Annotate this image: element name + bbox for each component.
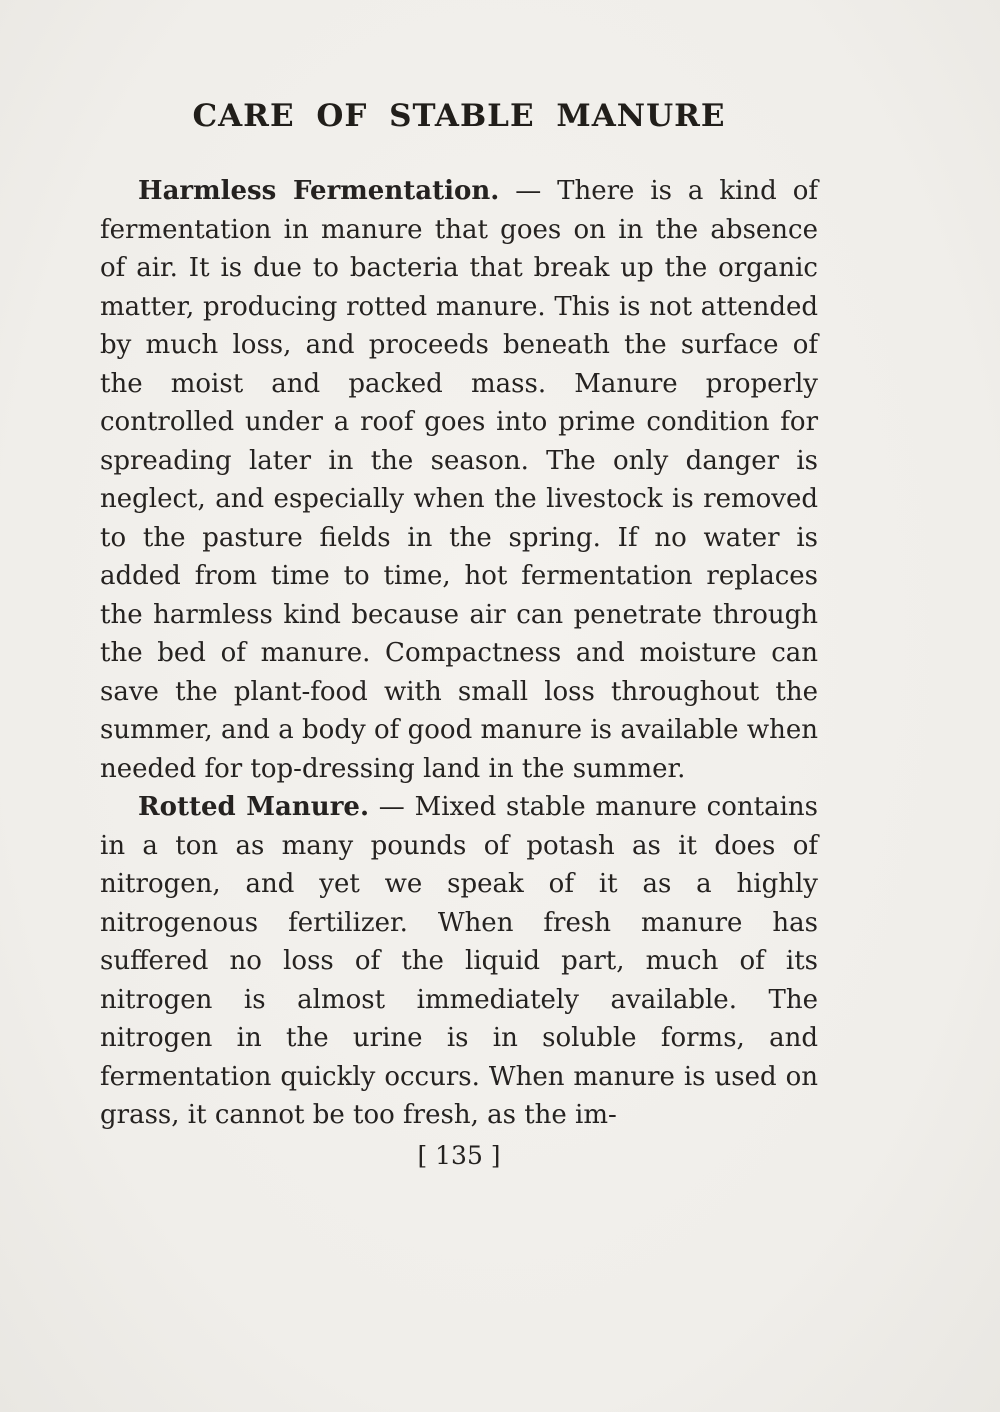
paragraph-text: — There is a kind of fermentation in manure that goes on in the absence of air. It is due to bacteria that break up the organic matter, producing rotted manure. This is not attended by much loss, and proceeds beneath the surface of the moist and packed mass. Manure properly controlled under a roof goes into prime condition for spreading later in the season. The only danger is neglect, and especially when the livestock is removed to the pasture fields in the spring. If no water is added from time to time, hot fermentation replaces the harmless kind because air can penetrate through the bed of manure. Compactness and moisture can save the plant-food with small loss throughout the summer, and a body of good manure is available when needed for top-dressing land in the summer. [100,176,818,784]
page-number: [ 135 ] [417,1140,501,1170]
paragraph-text: — Mixed stable manure contains in a ton as many pounds of potash as it does of nitrogen, and yet we speak of it as a highly nitrogenous fertilizer. When fresh manure has suffered no loss of the liquid part, much of its nitrogen is almost immediately available. The nitrogen in the urine is in soluble forms, and fermentation quickly occurs. When manure is used on grass, it cannot be too fresh, as the im- [100,792,818,1130]
paragraph-rotted-manure [100,788,818,1135]
page-content [100,98,818,1170]
paragraph-lead: Harmless Fermentation. [138,176,500,206]
paragraph-harmless-fermentation [100,172,818,788]
paragraph-lead: Rotted Manure. [138,792,369,822]
page-title: CARE OF STABLE MANURE [192,98,726,134]
